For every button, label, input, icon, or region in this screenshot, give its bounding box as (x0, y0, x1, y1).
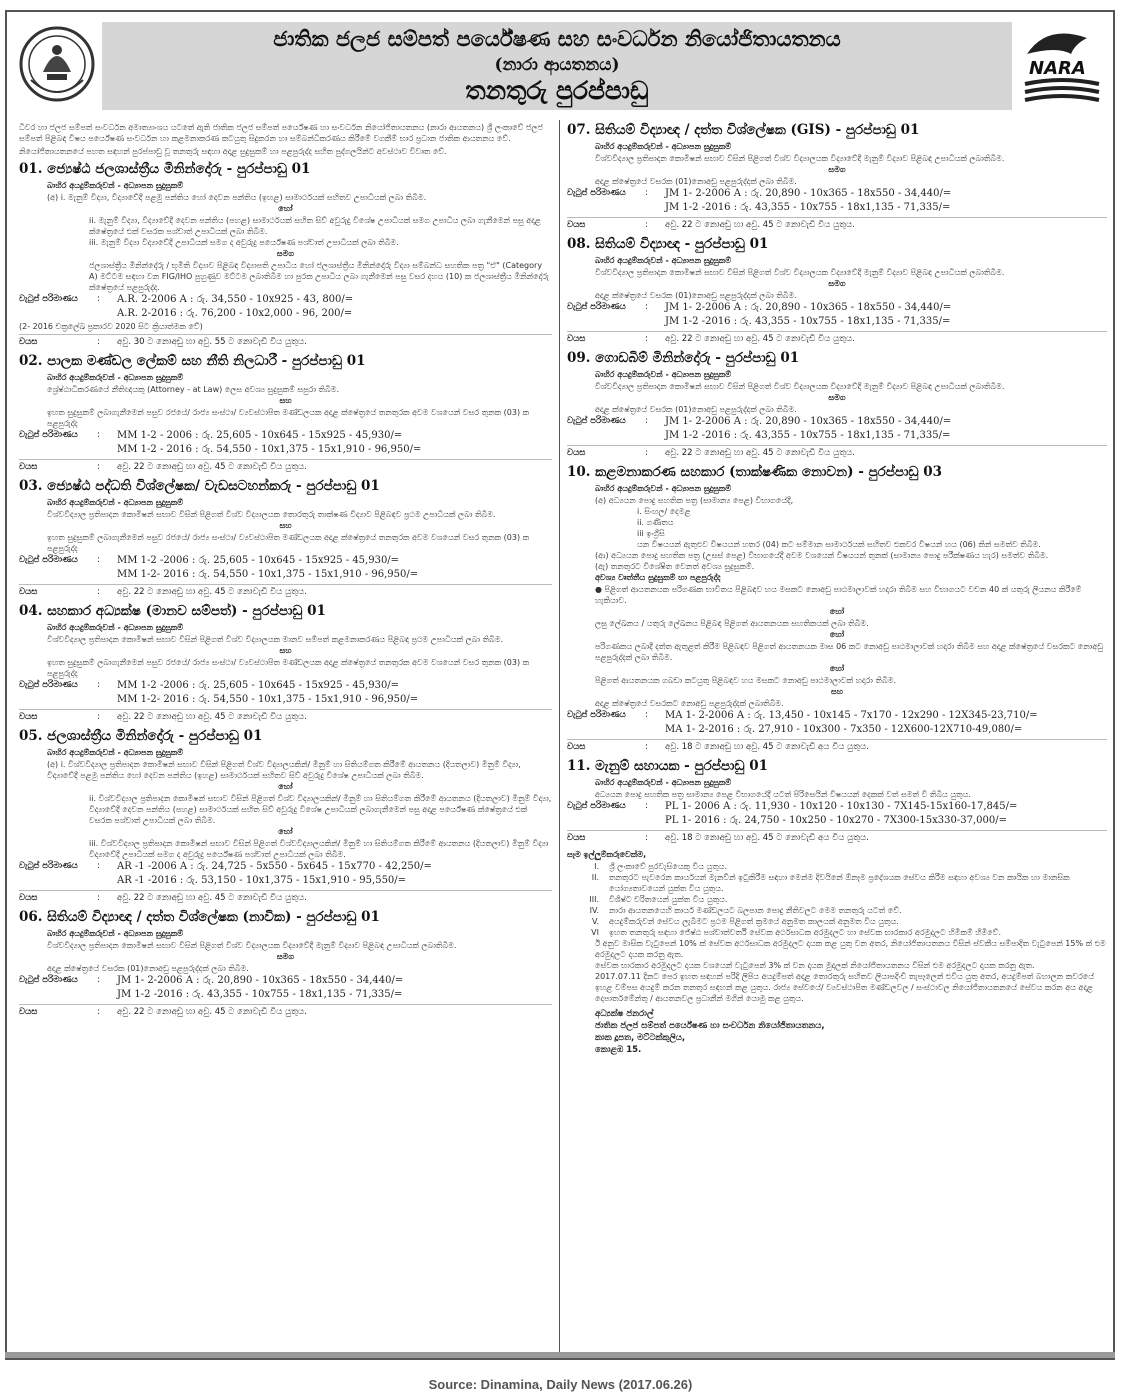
age-label: වයස (19, 337, 38, 347)
post-09-salary: වැටුප් පරිමාණය : JM 1- 2-2006 A : රු. 20,890 - 10x365 - 18x550 - 34,440/= JM 1-2 -2016 : රු. 43,355 - 10x755 - 18x1,135 - 71,335/= (567, 415, 1107, 443)
post-11-salary-2: PL 1- 2016 : රු. 24,750 - 10x250 - 10x270 - 7X300-15x330-37,000/= (665, 815, 1007, 826)
post-01-salary-2: A.R. 2-2016 : රු. 76,200 - 10x2,000 - 96, 200/= (117, 308, 353, 319)
post-10-subject-3: iii ඉංග්‍රීසි (637, 529, 665, 538)
post-08-exp: අදාළ ක්ෂේත්‍රයේ වසරක (01)නොඅඩු පළපුරුද්දක් ලබා තිබීම. (595, 291, 797, 300)
post-09-qual: විශ්වවිද්‍යාල ප්‍රතිපාදන කොමිෂන් සභාව විසින් පිළිගත් විශ්ව විද්‍යාලයක විද්‍යාවේදී මැනුම් විද්‍යාව පිළිබඳ උපාධියක් ලබාතිබීම. (595, 382, 1005, 391)
post-01-salary: වැටුප් පරිමාණය : A.R. 2-2006 A : රු. 34,550 - 10x925 - 43, 800/= A.R. 2-2016 : රු. 76,200 - 10x2,000 - 96, 200/= (19, 293, 552, 321)
general-condition-item (567, 872, 1107, 894)
general-condition-item (567, 916, 1107, 927)
right-column: 07. සිතියම් විද්‍යාඥ / දත්ත විශ්ලේෂක (GIS) - පුරප්පාඩු 01 බාහිර අයදුම්කරුවන් - අධ්‍යාපන සුදුසුකම් විශ්වවිද්‍යාල ප්‍රතිපාදන කොමිෂන් සභාව විසින් පිළිගත් විශ්ව විද්‍යාලයක විද්‍යාවේදී මැනුම් විද්‍යාව පිළිබඳ උපාධියක් ලබාතිබීම. සමග අදාළ ක්ෂේත්‍රයේ වසරක (01)නොඅඩු පළපුරුද්දක් ලබා තිබීම. වැටුප් පරිමාණය : JM 1- 2-2006 A : රු. 20,890 - 10x365 - 18x550 - 34,440/= JM 1-2 -2016 : රු. 43,355 - 10x755 - 18x1,135 - 71,335/= වයස : අවු. 22 ට නොඅඩු හා අවු. 45 ට නොවැඩි විය යුතුය. 08. සිතියම් විද්‍යාඥ - පුරප්පාඩු 01 බාහිර අයදුම්කරුවන් - අධ්‍යාපන සුදුසුකම් විශ්වවිද්‍යාල ප්‍රතිපාදන කොමිෂන් සභාව විසින් පිළිගත් විශ්ව විද්‍යාලයක විද්‍යාවේදී මැනුම් විද්‍යාව පිළිබඳ උපාධියක් ලබාතිබීම. සමග අදාළ ක්ෂේත්‍රයේ වසරක (01)නොඅඩු පළපුරුද්දක් ලබා තිබීම. වැටුප් පරිමාණය : JM 1- 2-2006 A : රු. 20,890 - 10x365 - 18x550 - 34,440/= JM 1-2 -2016 : රු. 43,355 - 10x755 - 18x1,135 - 71,335/= වයස : අවු. 22 ට නොඅඩු හා අවු. 45 ට නොවැඩි විය යුතුය. 09. ගොඩබිම් මිනින්දෝරු - පුරප්පාඩු 01 බාහිර අයදුම්කරුවන් - අධ්‍යාපන සුදුසුකම් විශ්වවිද්‍යාල ප්‍රතිපාදන කොමිෂන් සභාව විසින් පිළිගත් විශ්ව විද්‍යාලයක විද්‍යාවේදී මැනුම් විද්‍යාව පිළිබඳ උපාධියක් ලබාතිබීම. සමග අදාළ ක්ෂේත්‍රයේ වසරක (01)නොඅඩු පළපුරුද්දක් ලබා තිබීම. වැටුප් පරිමාණය : JM 1- 2-2006 A : රු. 20,890 - 10x365 - 18x550 - 34,440/= JM 1-2 -2016 : රු. 43,355 - 10x755 - 18x1,135 - 71,335/= වයස : අවු. 22 ට නොඅඩු හා අවු. 45 ට නොවැඩි විය යුතුය. 10. කළමනාකරණ සහකාර (තාක්ෂණික නොවන) - පුරප්පාඩු 03 බාහිර අයදුම්කරුවන් - අධ්‍යාපන සුදුසුකම් (අ) අධ්‍යයන පොදු සහතික පත්‍ර (සාමාන්‍ය පෙළ) විභාගයේදී, i. සිංහල/ දෙමළ ii. ගණිතය iii ඉංග්‍රීසි යන විෂයයන් ඇතුළුව විෂයයන් හතර (04) කට සම්මාන සාමාර්ථයක් සහිතව එකවර විෂයන් හය (06) කින් සමත්ව තිබීම. (ආ) අධ්‍යයන පොදු සහතික පත්‍ර (උසස් පෙළ) විභාගයේදී අවම වශයෙන් විෂයයන් තුනක් (සාමාන්‍ය පොදු පරීක්ෂණය හැර) සමත්ව තිබීම. (ඇ) තනතුරට විශේෂිත වෙනත් අවශ්‍ය සුදුසුකම්. අවශ්‍ය වෘත්තීය සුදුසුකම් හා පළපුරුද්ද ● පිළිගත් ආයතනයක පරිගණක භාවිතය පිළිබඳව හය මසකට නොඅඩු පාඨමාලාවක් හදාරා තිබීම සහ විභාගයට වචන 40 ක් යතුරු ලියනය කිරීමේ හැකියාව. හෝ ලඝු ලේඛනය / යතුරු ලේඛනය පිළිබඳ පිළිගත් ආයතනයක සහතිකයක් ලබා තිබීම. හෝ පරිගණකය ලබාදී දත්ත ඇතුළත් කිරීම පිළිබඳව පිළිගත් ආයතනයක මාස 06 කට නොඅඩු පාඨමාලාවක් හදාරා තිබීම සහ අදාළ ක්ෂේත්‍රයේ වසරකට නොඅඩු පළපුරුද්දක් ලබා තිබීම. හෝ පිළිගත් ආයතනයක ගබඩා කටයුතු පිළිබඳව හය මසකට නොඅඩු පාඨමාලාවක් හදාරා තිබීම. සහ අදාළ ක්ෂේත්‍රයේ වසරකට නොඅඩු පළපුරුද්දක් ලබාතිබීම. වැටුප් පරිමාණය : MA 1- 2-2006 A : රු. 13,450 - 10x145 - 7x170 - 12x290 - 12X345-23,710/= MA 1- 2-2016 : රු. 27,910 - 10x300 - 7x350 - 12X600-12X710-49,080/= වයස : අවු. 18 ට නොඅඩු හා අවු. 45 ට නොවැඩි අය විය යුතුය. 11. මැනුම් සහායක - පුරප්පාඩු 01 බාහිර අයදුම්කරුවන් - අධ්‍යාපන සුදුසුකම් අධ්‍යයන පොදු සහතික පත්‍ර සාමාන්‍ය පෙළ විභාගයේදී යටත් පිරිසෙයින් විෂයයන් දෙකක් වත් සමත් වී තිබිය යුතුය. වැටුප් පරිමාණය : PL 1- 2006 A : රු. 11,930 - 10x120 - 10x130 - 7X145-15x160-17,845/= PL 1- 2016 : රු. 24,750 - 10x250 - 10x270 - 7X300-15x330-37,000/= වයස : අවු. 18 ට නොඅඩු හා අවු. 45 ට නොවැඩි අය විය යුතුය. සෑම ඉල්ලුම්කරුවෙක්ම, I. ශ්‍රී ලංකාවේ පුරවැසියෙකු විය යුතුය. II. තනතුරට පැවරෙන කාර්යයන් මැනවින් ඉටුකිරීම සඳහා මෙන්ම දිවයිනේ ඕනෑම ප්‍රදේශයක සේවය කිරීම සඳහා අවශ්‍ය වන කායික හා මානසික යෝග්‍යතාවයෙන් යුක්ත විය යුතුය. III. විශිෂ්ට චරිතයෙන් යුක්ත විය යුතුය. IV. නාරා ආයතනයෙහි කාර්ය මණ්ඩලයට බලපාන පොදු නීතිවලට මෙම තනතුරු යටත් වේ. V. අයදුම්කරුවන් සේවය ලැබීමට ප්‍රථම පිළිගත් ක්‍රමයේ අනුමත කාලයක් අනුමත විය යුතුය. VI ඉහත තනතුරු සඳහා ජේෂ්ඨ පශ්චාත්වර්ති සේවක අර්ථසාධක අරමුදලට හා සේවක භාරකාර අරමුදලට හිමිකම් හිමිවේ. ඊ අනුව මාසික වැටුපෙන් 10% ක් සේවක අර්ථසාධක අරමුදලට දායක කළ යුතු වන අතර, නියෝජිතායතනය විසින් ස්වකීය සම්පාදිත වැටුපෙන් 15% ක් එම අරමුදලට දායක කරනු ඇත. සේවක භාරකාර අරමුදලට දායක වශයෙන් වැටුපෙන් 3% ක් වන දායක මුදලක් නියෝජිතායතනය විසින් එම අරමුදලට දායක කරනු ඇත. 2017.07.11 දිනට පෙර ඉහත සඳහන් පරිදි ලිපිය අයදුම්පත් අදාළ තොරතුරු සහිතව ලියාපදිංචි තැපෑලෙන් එවිය යුතු අතර, අයදුම්පත් බහාලන කවරයේ ඉහළ වම්පස අයදුම් කරන තනතුර සඳහන් කළ යුතුය. රාජ්‍ය සේවයේ/ ව්‍යවස්ථාපිත මණ්ඩලවල / සංස්ථාවල නියෝජිතායතනයේ සේවය කරන අය අදාළ දෙපාර්තමේන්තු / ආයතනවල ප්‍රධානීන් මගින් යොමු කළ යුතුය. අධ්‍යක්ෂ ජනරාල් ජාතික ජලජ සම්පත් පර්යේෂණ හා සංවර්ධන නියෝජිතායතනය, කාක දූපත, මට්ටක්කුලිය, කොළඹ 15. (567, 122, 1106, 1055)
footer-bar (5, 1352, 1115, 1358)
post-11-age-value: අවු. 18 ට නොඅඩු හා අවු. 45 ට නොවැඩි අය විය යුතුය. (665, 833, 869, 843)
post-08-qual: විශ්වවිද්‍යාල ප්‍රතිපාදන කොමිෂන් සභාව විසින් පිළිගත් විශ්ව විද්‍යාලයක විද්‍යාවේදී මැනුම් විද්‍යාව පිළිබඳ උපාධියක් ලබාතිබීම. (595, 268, 1005, 277)
post-10-note-2: පරිගණකය ලබාදී දත්ත ඇතුළත් කිරීම පිළිබඳව පිළිගත් ආයතනයක මාස 06 කට නොඅඩු පාඨමාලාවක් හදාරා තිබීම සහ අදාළ ක්ෂේත්‍රයේ වසරකට නොඅඩු පළපුරුද්දක් ලබා තිබීම. (595, 642, 1104, 662)
post-02-qual-label: බාහිර අයදුම්කරුවන් - අධ්‍යාපන සුදුසුකම් (47, 373, 184, 382)
general-condition-item (567, 894, 1107, 905)
post-05-salary-1: AR -1 -2006 A : රු. 24,725 - 5x550 - 5x645 - 15x770 - 42,250/= (117, 861, 432, 872)
post-06-title: 06. සිතියම් විද්‍යාඥ / දත්ත විශ්ලේෂක (නාවික) - පුරප්පාඩු 01 (19, 909, 380, 925)
general-condition-text: විශිෂ්ට චරිතයෙන් යුක්ත විය යුතුය. (609, 895, 728, 904)
general-para-2: සේවක භාරකාර අරමුදලට දායක වශයෙන් වැටුපෙන් 3% ක් වන දායක මුදලක් නියෝජිතායතනය විසින් එම අරමුදලට දායක කරනු ඇත. (595, 961, 1035, 970)
general-para-1: ඊ අනුව මාසික වැටුපෙන් 10% ක් සේවක අර්ථසාධක අරමුදලට දායක කළ යුතු වන අතර, නියෝජිතායතනය විසින් ස්වකීය සම්පාදිත වැටුපෙන් 15% ක් එම අරමුදලට දායක කරනු ඇත. (595, 939, 1106, 959)
post-05-title: 05. ජලශාස්ත්‍රීය මිනින්දෝරු - පුරප්පාඩු 01 (19, 728, 263, 744)
post-08-salary: වැටුප් පරිමාණය : JM 1- 2-2006 A : රු. 20,890 - 10x365 - 18x550 - 34,440/= JM 1-2 -2016 : රු. 43,355 - 10x755 - 18x1,135 - 71,335/= (567, 301, 1107, 329)
vacancies-heading: තනතුරු පුරප්පාඩු (465, 76, 649, 105)
post-10-note-3: පිළිගත් ආයතනයක ගබඩා කටයුතු පිළිබඳව හය මසකට නොඅඩු පාඨමාලාවක් හදාරා තිබීම. (595, 676, 896, 685)
general-condition-item (567, 905, 1107, 916)
or-label: හෝ (278, 204, 293, 213)
post-05-salary: වැටුප් පරිමාණය : AR -1 -2006 A : රු. 24,725 - 5x550 - 5x645 - 15x770 - 42,250/= AR -1 -2016 : රු. 53,150 - 10x1,375 - 15x1,910 - 95,550/= (19, 860, 552, 888)
post-08-title: 08. සිතියම් විද්‍යාඥ - පුරප්පාඩු 01 (567, 236, 769, 252)
post-07-age: වයස : අවු. 22 ට නොඅඩු හා අවු. 45 ට නොවැඩි විය යුතුය. (567, 217, 1107, 232)
post-04-salary-1: MM 1-2 -2006 : රු. 25,605 - 10x645 - 15x925 - 45,930/= (117, 680, 400, 691)
general-condition-item (567, 927, 1107, 938)
intro-text: ධීවර හා ජලජ සම්පත් සංවර්ධන අමාත්‍යාංශය යටතේ ඇති ජාතික ජලජ සම්පත් පර්යේෂණ හා සංවර්ධන නියෝජිතායතනය (නාරා ආයතනය) ශ්‍රී ලංකාවේ ජලජ සම්පත් පිළිබඳ විෂය පර්යේෂණ සංවර්ධන හා කළමනාකරණ කටයුතු සිදුකරන හා සම්බන්ධීකරණය කිරීමේ වගකීම් භාර ප්‍රධාන ජාතික ආයතනය වේ. (19, 123, 543, 143)
post-01-note: ජලශාස්ත්‍රීය මිනින්දෝරු / භූමිති විද්‍යාව පිළිබඳ විද්‍යාපති උපාධිය හෝ ජලශාස්ත්‍රීය මිනින්දෝරු විද්‍යා සම්බන්ධ සහතික පත්‍ර "ඒ" (Category A) මට්ටම සඳහා වන FIG/IHO පුහුණුව මට්ටම ලබාතිබීම හා පුරක උපාධිය ලබා ගැනීමෙන් පසු වසර දහය (10) ක ජලශාස්ත්‍රීය මිනින්දෝරු ක්ෂේත්‍රයේ පළපුරුද්ද. (89, 261, 549, 292)
post-08-age: වයස : අවු. 22 ට නොඅඩු හා අවු. 45 ට නොවැඩි විය යුතුය. (567, 331, 1107, 346)
post-02-qual: ශ්‍රේෂ්ඨාධිකරණයේ නීතිඥයකු (Attorney - at Law) ලෙස අවශ්‍ය සුදුසුකම් සපුරා තිබීම. (47, 385, 340, 394)
post-08-salary-2: JM 1-2 -2016 : රු. 43,355 - 10x755 - 18x1,135 - 71,335/= (665, 316, 951, 327)
post-01-qual-b: ii. මැනුම් විද්‍යා, විද්‍යාවේදී දෙවන පන්තිය (පහළ) සාමාර්ථයක් සහිත සිව් අවුරුදු විශේෂ උපාධියක් සමග උපාධිය ලබා ගැනීමෙන් පසු අදාළ ක්ෂේත්‍රයේ එක් වසරක පශ්චාත් උපාධියක් ලබා තිබීම. (89, 216, 541, 236)
post-06-qual: විශ්වවිද්‍යාල ප්‍රතිපාදන කොමිෂන් සභාව විසින් පිළිගත් විශ්ව විද්‍යාලයක විද්‍යාවේදී මැනුම් විද්‍යාව පිළිබඳ උපාධියක් ලබාතිබීම. (47, 941, 457, 950)
post-03-age: වයස : අවු. 22 ට නොඅඩු හා අවු. 45 ට නොවැඩි විය යුතුය. (19, 584, 552, 599)
post-02-salary-1: MM 1-2 - 2006 : රු. 25,605 - 10x645 - 15x925 - 45,930/= (117, 430, 403, 441)
sri-lanka-emblem-icon (17, 20, 97, 108)
post-06-exp: අදාළ ක්ෂේත්‍රයේ වසරක (01)නොඅඩු පළපුරුද්දක් ලබා තිබීම. (47, 964, 249, 973)
general-condition-number: I. (594, 862, 599, 871)
post-08-age-value: අවු. 22 ට නොඅඩු හා අවු. 45 ට නොවැඩි විය යුතුය. (665, 334, 855, 344)
post-07-age-value: අවු. 22 ට නොඅඩු හා අවු. 45 ට නොවැඩි විය යුතුය. (665, 220, 855, 230)
column-divider (559, 120, 560, 1358)
post-09-salary-1: JM 1- 2-2006 A : රු. 20,890 - 10x365 - 18x550 - 34,440/= (665, 416, 952, 427)
post-03-exp: ඉහත සුදුසුකම් ලබාගැනීමෙන් පසුව රජයේ/ රාජ්‍ය සංස්ථා/ ව්‍යවස්ථාපිත මණ්ඩලයක අදාළ ක්ෂේත්‍රයේ තනතුරක අවම වශයෙන් වසර තුනක (03) ක පළපුරුද්ද (47, 533, 530, 553)
post-10-note-4: අදාළ ක්ෂේත්‍රයේ වසරකට නොඅඩු පළපුරුද්දක් ලබාතිබීම. (595, 699, 784, 708)
post-07-salary: වැටුප් පරිමාණය : JM 1- 2-2006 A : රු. 20,890 - 10x365 - 18x550 - 34,440/= JM 1-2 -2016 : රු. 43,355 - 10x755 - 18x1,135 - 71,335/= (567, 187, 1107, 215)
post-07-title: 07. සිතියම් විද්‍යාඥ / දත්ත විශ්ලේෂක (GIS) - පුරප්පාඩු 01 (567, 122, 920, 138)
post-01-qual-c: iii. මැනුම් විද්‍යා විද්‍යාවේදී උපාධියක් සමග ද අවුරුදු පර්යේෂණ පශ්චාත් උපාධියක් ලබා තිබීම. (89, 238, 399, 247)
post-01-qual-a: (අ) i. මැනුම් විද්‍යා, විද්‍යාවේදී පළමු පන්තිය හෝ දෙවන පන්තිය (ඉහළ) සාමාර්ථයක් සහිතව උපාධියක් ලබා තිබීම. (47, 193, 427, 202)
signature-address-2: කොළඹ 15. (595, 1045, 642, 1055)
header (7, 12, 1113, 112)
post-03-qual: විශ්වවිද්‍යාල ප්‍රතිපාදන කොමිෂන් සභාව විසින් පිළිගත් විශ්ව විද්‍යාලයක තොරතුරු තාක්ෂණ විද්‍යාව පිළිබඳව ප්‍රථම උපාධියක් ලබා තිබීම. (47, 510, 496, 519)
post-11-qual: අධ්‍යයන පොදු සහතික පත්‍ර සාමාන්‍ය පෙළ විභාගයේදී යටත් පිරිසෙයින් විෂයයන් දෙකක් වත් සමත් වී තිබිය යුතුය. (595, 790, 971, 799)
post-06-salary-1: JM 1- 2-2006 A : රු. 20,890 - 10x365 - 18x550 - 34,440/= (117, 975, 404, 986)
post-07-salary-2: JM 1-2 -2016 : රු. 43,355 - 10x755 - 18x1,135 - 71,335/= (665, 202, 951, 213)
post-09-age-value: අවු. 22 ට නොඅඩු හා අවු. 45 ට නොවැඩි විය යුතුය. (665, 448, 855, 458)
post-01-salary-note: (2- 2016 චක්‍රලේඛ ප්‍රකාරව 2020 සිට ක්‍රියාත්මක වේ) (19, 322, 203, 331)
post-07-exp: අදාළ ක්ෂේත්‍රයේ වසරක (01)නොඅඩු පළපුරුද්දක් ලබා තිබීම. (595, 177, 797, 186)
general-condition-text: නාරා ආයතනයෙහි කාර්ය මණ්ඩලයට බලපාන පොදු නීතිවලට මෙම තනතුරු යටත් වේ. (609, 906, 902, 915)
post-04-salary-2: MM 1-2- 2016 : රු. 54,550 - 10x1,375 - 15x1,910 - 96,950/= (117, 694, 419, 705)
post-05-age-value: අවු. 22 ට නොඅඩු හා අවු. 45 ට නොවැඩි විය යුතුය. (117, 893, 307, 903)
general-condition-number: III. (589, 895, 599, 904)
general-condition-text: තනතුරට පැවරෙන කාර්යයන් මැනවින් ඉටුකිරීම සඳහා මෙන්ම දිවයිනේ ඕනෑම ප්‍රදේශයක සේවය කිරීම සඳහා අවශ්‍ය වන කායික හා මානසික යෝග්‍යතාවයෙන් යුක්ත විය යුතුය. (609, 873, 1070, 893)
post-06-salary-2: JM 1-2 -2016 : රු. 43,355 - 10x755 - 18x1,135 - 71,335/= (117, 989, 403, 1000)
post-10-note-1: ලඝු ලේඛනය / යතුරු ලේඛනය පිළිබඳ පිළිගත් ආයතනයක සහතිකයක් ලබා තිබීම. (595, 619, 869, 628)
left-column: ධීවර හා ජලජ සම්පත් සංවර්ධන අමාත්‍යාංශය යටතේ ඇති ජාතික ජලජ සම්පත් පර්යේෂණ හා සංවර්ධන නියෝජිතායතනය (නාරා ආයතනය) ශ්‍රී ලංකාවේ ජලජ සම්පත් පිළිබඳ විෂය පර්යේෂණ සංවර්ධන හා කළමනාකරණ කටයුතු සිදුකරන හා සම්බන්ධීකරණය කිරීමේ වගකීම් භාර ප්‍රධාන ජාතික ආයතනය වේ. නියෝජිතායතනයේ පහත සඳහන් පුරප්පාඩු වූ තනතුරු සඳහා අදාළ සුදුසුකම් හා පළපුරුද්ද සහිත පුද්ගලයින්ට අවස්ථාව විවෘත වේ. 01. ජ්‍යෙෂ්ඨ ජලශාස්ත්‍රීය මිනින්දෝරු - පුරප්පාඩු 01 බාහිර අයදුම්කරුවන් - අධ්‍යාපන සුදුසුකම් (අ) i. මැනුම් විද්‍යා, විද්‍යාවේදී පළමු පන්තිය හෝ දෙවන පන්තිය (ඉහළ) සාමාර්ථයක් සහිතව උපාධියක් ලබා තිබීම. හෝ ii. මැනුම් විද්‍යා, විද්‍යාවේදී දෙවන පන්තිය (පහළ) සාමාර්ථයක් සහිත සිව් අවුරුදු විශේෂ උපාධියක් සමග උපාධිය ලබා ගැනීමෙන් පසු අදාළ ක්ෂේත්‍රයේ එක් වසරක පශ්චාත් උපාධියක් ලබා තිබීම. iii. මැනුම් විද්‍යා විද්‍යාවේදී උපාධියක් සමග ද අවුරුදු පර්යේෂණ පශ්චාත් උපාධියක් ලබා තිබීම. සමග ජලශාස්ත්‍රීය මිනින්දෝරු / භූමිති විද්‍යාව පිළිබඳ විද්‍යාපති උපාධිය හෝ ජලශාස්ත්‍රීය මිනින්දෝරු විද්‍යා සම්බන්ධ සහතික පත්‍ර "ඒ" (Category A) මට්ටම සඳහා වන FIG/IHO පුහුණුව මට්ටම ලබාතිබීම හා පුරක උපාධිය ලබා ගැනීමෙන් පසු වසර දහය (10) ක ජලශාස්ත්‍රීය මිනින්දෝරු ක්ෂේත්‍රයේ පළපුරුද්ද. වැටුප් පරිමාණය : A.R. 2-2006 A : රු. 34,550 - 10x925 - 43, 800/= A.R. 2-2016 : රු. 76,200 - 10x2,000 - 96, 200/= (2- 2016 චක්‍රලේඛ ප්‍රකාරව 2020 සිට ක්‍රියාත්මක වේ) වයස : අවු. 30 ට නොඅඩු හා අවු. 55 ට නොවැඩි විය යුතුය. 02. පාලක මණ්ඩල ලේකම් සහ නීති නිලධාරී - පුරප්පාඩු 01 බාහිර අයදුම්කරුවන් - අධ්‍යාපන සුදුසුකම් ශ්‍රේෂ්ඨාධිකරණයේ නීතිඥයකු (Attorney - at Law) ලෙස අවශ්‍ය සුදුසුකම් සපුරා තිබීම. සහ ඉහත සුදුසුකම් ලබාගැනීමෙන් පසුව රජයේ/ රාජ්‍ය සංස්ථා/ ව්‍යවස්ථාපිත මණ්ඩලයක අදාළ ක්ෂේත්‍රයේ තනතුරක අවම වශයෙන් වසර තුනක (03) ක පළපුරුද්ද වැටුප් පරිමාණය : MM 1-2 - 2006 : රු. 25,605 - 10x645 - 15x925 - 45,930/= MM 1-2 - 2016 : රු. 54,550 - 10x1,375 - 15x1,910 - 96,950/= වයස : අවු. 22 ට නොඅඩු හා අවු. 45 ට නොවැඩි විය යුතුය. 03. ජ්‍යෙෂ්ඨ පද්ධති විශ්ලේෂක/ වැඩසටහන්කරු - පුරප්පාඩු 01 බාහිර අයදුම්කරුවන් - අධ්‍යාපන සුදුසුකම් විශ්වවිද්‍යාල ප්‍රතිපාදන කොමිෂන් සභාව විසින් පිළිගත් විශ්ව විද්‍යාලයක තොරතුරු තාක්ෂණ විද්‍යාව පිළිබඳව ප්‍රථම උපාධියක් ලබා තිබීම. සහ ඉහත සුදුසුකම් ලබාගැනීමෙන් පසුව රජයේ/ රාජ්‍ය සංස්ථා/ ව්‍යවස්ථාපිත මණ්ඩලයක අදාළ ක්ෂේත්‍රයේ තනතුරක අවම වශයෙන් වසර තුනක (03) ක පළපුරුද්ද වැටුප් පරිමාණය : MM 1-2 -2006 : රු. 25,605 - 10x645 - 15x925 - 45,930/= MM 1-2- 2016 : රු. 54,550 - 10x1,375 - 15x1,910 - 96,950/= වයස : අවු. 22 ට නොඅඩු හා අවු. 45 ට නොවැඩි විය යුතුය. 04. සහකාර අධ්‍යක්ෂ (මානව සම්පත්) - පුරප්පාඩු 01 බාහිර අයදුම්කරුවන් - අධ්‍යාපන සුදුසුකම් විශ්වවිද්‍යාල ප්‍රතිපාදන කොමිෂන් සභාව විසින් පිළිගත් විශ්ව විද්‍යාලයක මානව සම්පත් කළමනාකරණය පිළිබඳ ප්‍රථම උපාධියක් ලබා තිබීම. සහ ඉහත සුදුසුකම් ලබාගැනීමෙන් පසුව රජයේ/ රාජ්‍ය සංස්ථා/ ව්‍යවස්ථාපිත මණ්ඩලයක අදාළ ක්ෂේත්‍රයේ තනතුරක අවම වශයෙන් වසර තුනක (03) ක පළපුරුද්ද වැටුප් පරිමාණය : MM 1-2 -2006 : රු. 25,605 - 10x645 - 15x925 - 45,930/= MM 1-2- 2016 : රු. 54,550 - 10x1,375 - 15x1,910 - 96,950/= වයස : අවු. 22 ට නොඅඩු හා අවු. 45 ට නොවැඩි විය යුතුය. 05. ජලශාස්ත්‍රීය මිනින්දෝරු - පුරප්පාඩු 01 බාහිර අයදුම්කරුවන් - අධ්‍යාපන සුදුසුකම් (අ) i. විශ්වවිද්‍යාල ප්‍රතිපාදන කොමිෂන් සභාව විසින් පිළිගත් විශ්ව විද්‍යාලයකින්/ මිනුම් හා සිතියම්ගත කිරීමේ ආයතනය (දියතලාව) මිනුම් විද්‍යා, විද්‍යාවේදී පළමු පන්තිය හෝ දෙවන පන්තිය (ඉහළ) සාමාර්ථයක් සහිතව සිව් අවුරුදු විශේෂ උපාධියක් ලබා තිබීම. හෝ ii. විශ්වවිද්‍යාල ප්‍රතිපාදන කොමිෂන් සභාව විසින් පිළිගත් විශ්ව විද්‍යාලයකින්/ මිනුම් හා සිතියම්ගත කිරීමේ ආයතනය (දියතලාව) මිනුම් විද්‍යා, විද්‍යාවේදී දෙවන පන්තිය (පහළ) සාමාර්ථයක් සහිත සිව් අවුරුදු විශේෂ උපාධියක් ලබාගැනීමෙන් පසු අදාළ පර්යේෂණ ක්ෂේත්‍රයේ එක් වසරක පශ්චාත් උපාධියක් ලබා තිබීම. හෝ iii. විශ්වවිද්‍යාල ප්‍රතිපාදන කොමිෂන් සභාව විසින් පිළිගත් විශ්වවිද්‍යාලයකින්/ මිනුම් හා සිතියම්ගත කිරීමේ ආයතනය (දියතලාව) මිනුම් විද්‍යා විද්‍යාවේදී උපාධියක් සමග ද අවුරුදු පර්යේෂණ පශ්චාත් උපාධියක් ලබා තිබීම. වැටුප් පරිමාණය : AR -1 -2006 A : රු. 24,725 - 5x550 - 5x645 - 15x770 - 42,250/= AR -1 -2016 : රු. 53,150 - 10x1,375 - 15x1,910 - 95,550/= වයස : අවු. 22 ට නොඅඩු හා අවු. 45 ට නොවැඩි විය යුතුය. 06. සිතියම් විද්‍යාඥ / දත්ත විශ්ලේෂක (නාවික) - පුරප්පාඩු 01 බාහිර අයදුම්කරුවන් - අධ්‍යාපන සුදුසුකම් විශ්වවිද්‍යාල ප්‍රතිපාදන කොමිෂන් සභාව විසින් පිළිගත් විශ්ව විද්‍යාලයක විද්‍යාවේදී මැනුම් විද්‍යාව පිළිබඳ උපාධියක් ලබාතිබීම. සමග අදාළ ක්ෂේත්‍රයේ වසරක (01)නොඅඩු පළපුරුද්දක් ලබා තිබීම. වැටුප් පරිමාණය : JM 1- 2-2006 A : රු. 20,890 - 10x365 - 18x550 - 34,440/= JM 1-2 -2016 : රු. 43,355 - 10x755 - 18x1,135 - 71,335/= වයස : අවු. 22 ට නොඅඩු හා අවු. 45 ට නොවැඩි විය යුතුය. (19, 123, 552, 1017)
general-condition-number: VI (591, 928, 599, 937)
post-10-subject-2: ii. ගණිතය (637, 518, 674, 527)
salary-label: වැටුප් පරිමාණය (19, 294, 78, 304)
post-04-salary: වැටුප් පරිමාණය : MM 1-2 -2006 : රු. 25,605 - 10x645 - 15x925 - 45,930/= MM 1-2- 2016 : රු. 54,550 - 10x1,375 - 15x1,910 - 96,950/= (19, 679, 552, 707)
post-11-age: වයස : අවු. 18 ට නොඅඩු හා අවු. 45 ට නොවැඩි අය විය යුතුය. (567, 830, 1107, 845)
general-condition-number: II. (591, 873, 599, 882)
post-10-qual-c: (ඇ) තනතුරට විශේෂිත වෙනත් අවශ්‍ය සුදුසුකම්. (595, 562, 755, 571)
post-02-salary-2: MM 1-2 - 2016 : රු. 54,550 - 10x1,375 - 15x1,910 - 96,950/= (117, 444, 422, 455)
post-02-title: 02. පාලක මණ්ඩල ලේකම් සහ නීති නිලධාරී - පුරප්පාඩු 01 (19, 353, 366, 369)
post-10-qual-b: (ආ) අධ්‍යයන පොදු සහතික පත්‍ර (උසස් පෙළ) විභාගයේදී අවම වශයෙන් විෂයයන් තුනක් (සාමාන්‍ය පොදු පරීක්ෂණය හැර) සමත්ව තිබීම. (595, 551, 1049, 560)
post-10-salary-1: MA 1- 2-2006 A : රු. 13,450 - 10x145 - 7x170 - 12x290 - 12X345-23,710/= (665, 710, 1038, 721)
post-04-exp: ඉහත සුදුසුකම් ලබාගැනීමෙන් පසුව රජයේ/ රාජ්‍ය සංස්ථා/ ව්‍යවස්ථාපිත මණ්ඩලයක අදාළ ක්ෂේත්‍රයේ තනතුරක අවම වශයෙන් වසර තුනක (03) ක පළපුරුද්ද (47, 658, 530, 678)
post-03-salary: වැටුප් පරිමාණය : MM 1-2 -2006 : රු. 25,605 - 10x645 - 15x925 - 45,930/= MM 1-2- 2016 : රු. 54,550 - 10x1,375 - 15x1,910 - 96,950/= (19, 554, 552, 582)
signature-title: අධ්‍යක්ෂ ජනරාල් (595, 1009, 654, 1019)
post-10-age: වයස : අවු. 18 ට නොඅඩු හා අවු. 45 ට නොවැඩි අය විය යුතුය. (567, 739, 1107, 754)
post-10-subject-note: යන විෂයයන් ඇතුළුව විෂයයන් හතර (04) කට සම්මාන සාමාර්ථයක් සහිතව එකවර විෂයන් හය (06) කින් සමත්ව තිබීම. (637, 540, 1041, 549)
post-07-qual: විශ්වවිද්‍යාල ප්‍රතිපාදන කොමිෂන් සභාව විසින් පිළිගත් විශ්ව විද්‍යාලයක විද්‍යාවේදී මැනුම් විද්‍යාව පිළිබඳ උපාධියක් ලබාතිබීම. (595, 154, 1005, 163)
post-10-salary: වැටුප් පරිමාණය : MA 1- 2-2006 A : රු. 13,450 - 10x145 - 7x170 - 12x290 - 12X345-23,710/= MA 1- 2-2016 : රු. 27,910 - 10x300 - 7x350 - 12X600-12X710-49,080/= (567, 709, 1107, 737)
post-11-title: 11. මැනුම් සහායක - පුරප්පාඩු 01 (567, 758, 768, 774)
general-condition-text: ඉහත තනතුරු සඳහා ජේෂ්ඨ පශ්චාත්වර්ති සේවක අර්ථසාධක අරමුදලට හා සේවක භාරකාර අරමුදලට හිමිකම් හිමිවේ. (609, 928, 1002, 937)
general-condition-text: ශ්‍රී ලංකාවේ පුරවැසියෙකු විය යුතුය. (609, 862, 728, 871)
post-05-salary-2: AR -1 -2016 : රු. 53,150 - 10x1,375 - 15x1,910 - 95,550/= (117, 875, 407, 886)
org-title: ජාතික ජලජ සම්පත් පර්යේෂණ සහ සංවර්ධන නියෝජිතායතනය (273, 26, 841, 51)
post-10-title: 10. කළමනාකරණ සහකාර (තාක්ෂණික නොවන) - පුරප්පාඩු 03 (567, 464, 942, 480)
intro-text-2: නියෝජිතායතනයේ පහත සඳහන් පුරප්පාඩු වූ තනතුරු සඳහා අදාළ සුදුසුකම් හා පළපුරුද්ද සහිත පුද්ගලයින්ට අවස්ථාව විවෘත වේ. (19, 147, 447, 156)
post-06-salary: වැටුප් පරිමාණය : JM 1- 2-2006 A : රු. 20,890 - 10x365 - 18x550 - 34,440/= JM 1-2 -2016 : රු. 43,355 - 10x755 - 18x1,135 - 71,335/= (19, 974, 552, 1002)
post-06-age-value: අවු. 22 ට නොඅඩු හා අවු. 45 ට නොවැඩි විය යුතුය. (117, 1007, 307, 1017)
post-05-qual-c: iii. විශ්වවිද්‍යාල ප්‍රතිපාදන කොමිෂන් සභාව විසින් පිළිගත් විශ්වවිද්‍යාලයකින්/ මිනුම් හා සිතියම්ගත කිරීමේ ආයතනය (දියතලාව) මිනුම් විද්‍යා විද්‍යාවේදී උපාධියක් සමග ද අවුරුදු පර්යේෂණ පශ්චාත් උපාධියක් ලබා තිබීම. (89, 839, 549, 859)
post-06-age: වයස : අවු. 22 ට නොඅඩු හා අවු. 45 ට නොවැඩි විය යුතුය. (19, 1004, 552, 1019)
post-01-age: වයස : අවු. 30 ට නොඅඩු හා අවු. 55 ට නොවැඩි විය යුතුය. (19, 334, 552, 349)
post-11-salary-1: PL 1- 2006 A : රු. 11,930 - 10x120 - 10x130 - 7X145-15x160-17,845/= (665, 801, 1018, 812)
post-04-qual: විශ්වවිද්‍යාල ප්‍රතිපාදන කොමිෂන් සභාව විසින් පිළිගත් විශ්ව විද්‍යාලයක මානව සම්පත් කළමනාකරණය පිළිබඳ ප්‍රථම උපාධියක් ලබා තිබීම. (47, 635, 504, 644)
post-09-title: 09. ගොඩබිම් මිනින්දෝරු - පුරප්පාඩු 01 (567, 350, 800, 366)
post-03-title: 03. ජ්‍යෙෂ්ඨ පද්ධති විශ්ලේෂක/ වැඩසටහන්කරු - පුරප්පාඩු 01 (19, 478, 380, 494)
general-para-3: 2017.07.11 දිනට පෙර ඉහත සඳහන් පරිදි ලිපිය අයදුම්පත් අදාළ තොරතුරු සහිතව ලියාපදිංචි තැපෑලෙන් එවිය යුතු අතර, අයදුම්පත් බහාලන කවරයේ ඉහළ වම්පස අයදුම් කරන තනතුර සඳහන් කළ යුතුය. රාජ්‍ය සේවයේ/ ව්‍යවස්ථාපිත මණ්ඩලවල / සංස්ථාවල නියෝජිතායතනයේ සේවය කරන අය අදාළ දෙපාර්තමේන්තු / ආයතනවල ප්‍රධානීන් මගින් යොමු කළ යුතුය. (595, 972, 1094, 1003)
post-02-age: වයස : අවු. 22 ට නොඅඩු හා අවු. 45 ට නොවැඩි විය යුතුය. (19, 459, 552, 474)
post-10-bullet: ● පිළිගත් ආයතනයක පරිගණක භාවිතය පිළිබඳව හය මසකට නොඅඩු පාඨමාලාවක් හදාරා තිබීම සහ විභාගයට වචන 40 ක් යතුරු ලියනය කිරීමේ හැකියාව. (595, 585, 1082, 605)
general-conditions-list (567, 861, 1107, 938)
post-04-age-value: අවු. 22 ට නොඅඩු හා අවු. 45 ට නොවැඩි විය යුතුය. (117, 712, 307, 722)
post-10-age-value: අවු. 18 ට නොඅඩු හා අවු. 45 ට නොවැඩි අය විය යුතුය. (665, 742, 869, 752)
svg-text:NARA: NARA (1029, 58, 1086, 79)
general-condition-number: V. (592, 917, 599, 926)
general-condition-number: IV. (589, 906, 599, 915)
source-caption: Source: Dinamina, Daily News (2017.06.26) (428, 1377, 693, 1392)
post-03-age-value: අවු. 22 ට නොඅඩු හා අවු. 45 ට නොවැඩි විය යුතුය. (117, 587, 307, 597)
post-04-age: වයස : අවු. 22 ට නොඅඩු හා අවු. 45 ට නොවැඩි විය යුතුය. (19, 709, 552, 724)
post-10-qual-a: (අ) අධ්‍යයන පොදු සහතික පත්‍ර (සාමාන්‍ය පෙළ) විභාගයේදී, (595, 496, 794, 505)
post-11-salary: වැටුප් පරිමාණය : PL 1- 2006 A : රු. 11,930 - 10x120 - 10x130 - 7X145-15x160-17,845/= PL 1- 2016 : රු. 24,750 - 10x250 - 10x270 - 7X300-15x330-37,000/= (567, 800, 1107, 828)
post-03-salary-2: MM 1-2- 2016 : රු. 54,550 - 10x1,375 - 15x1,910 - 96,950/= (117, 569, 419, 580)
post-02-age-value: අවු. 22 ට නොඅඩු හා අවු. 45 ට නොවැඩි විය යුතුය. (117, 462, 307, 472)
nara-logo-icon (1017, 24, 1107, 108)
post-10-prof-head: අවශ්‍ය වෘත්තීය සුදුසුකම් හා පළපුරුද්ද (595, 573, 721, 582)
general-head: සෑම ඉල්ලුම්කරුවෙක්ම, (567, 850, 647, 859)
post-04-title: 04. සහකාර අධ්‍යක්ෂ (මානව සම්පත්) - පුරප්පාඩු 01 (19, 603, 326, 619)
post-07-salary-1: JM 1- 2-2006 A : රු. 20,890 - 10x365 - 18x550 - 34,440/= (665, 188, 952, 199)
org-subtitle: (නාරා ආයතනය) (494, 55, 620, 75)
post-05-age: වයස : අවු. 22 ට නොඅඩු හා අවු. 45 ට නොවැඩි විය යුතුය. (19, 890, 552, 905)
post-05-qual-a: (අ) i. විශ්වවිද්‍යාල ප්‍රතිපාදන කොමිෂන් සභාව විසින් පිළිගත් විශ්ව විද්‍යාලයකින්/ මිනුම් හා සිතියම්ගත කිරීමේ ආයතනය (දියතලාව) මිනුම් විද්‍යා, විද්‍යාවේදී පළමු පන්තිය හෝ දෙවන පන්තිය (ඉහළ) සාමාර්ථයක් සහිතව සිව් අවුරුදු විශේෂ උපාධියක් ලබා තිබීම. (47, 760, 521, 780)
post-09-exp: අදාළ ක්ෂේත්‍රයේ වසරක (01)නොඅඩු පළපුරුද්දක් ලබා තිබීම. (595, 405, 797, 414)
signature-org: ජාතික ජලජ සම්පත් පර්යේෂණ හා සංවර්ධන නියෝජිතායතනය, (595, 1021, 825, 1031)
signature-address-1: කාක දූපත, මට්ටක්කුලිය, (595, 1033, 686, 1043)
post-01-age-value: අවු. 30 ට නොඅඩු හා අවු. 55 ට නොවැඩි විය යුතුය. (117, 337, 307, 347)
post-05-qual-b: ii. විශ්වවිද්‍යාල ප්‍රතිපාදන කොමිෂන් සභාව විසින් පිළිගත් විශ්ව විද්‍යාලයකින්/ මිනුම් හා සිතියම්ගත කිරීමේ ආයතනය (දියතලාව) මිනුම් විද්‍යා, විද්‍යාවේදී දෙවන පන්තිය (පහළ) සාමාර්ථයක් සහිත සිව් අවුරුදු විශේෂ උපාධියක් ලබාගැනීමෙන් පසු අදාළ පර්යේෂණ ක්ෂේත්‍රයේ එක් වසරක පශ්චාත් උපාධියක් ලබා තිබීම. (89, 794, 552, 825)
post-09-age: වයස : අවු. 22 ට නොඅඩු හා අවු. 45 ට නොවැඩි විය යුතුය. (567, 445, 1107, 460)
advertisement-page (5, 10, 1115, 1360)
title-banner (102, 22, 1012, 110)
post-02-exp: ඉහත සුදුසුකම් ලබාගැනීමෙන් පසුව රජයේ/ රාජ්‍ය සංස්ථා/ ව්‍යවස්ථාපිත මණ්ඩලයක අදාළ ක්ෂේත්‍රයේ තනතුරක අවම වශයෙන් වසර තුනක (03) ක පළපුරුද්ද (47, 408, 530, 428)
general-condition-text: අයදුම්කරුවන් සේවය ලැබීමට ප්‍රථම පිළිගත් ක්‍රමයේ අනුමත කාලයක් අනුමත විය යුතුය. (609, 917, 899, 926)
post-10-subject-1: i. සිංහල/ දෙමළ (637, 507, 691, 516)
post-03-salary-1: MM 1-2 -2006 : රු. 25,605 - 10x645 - 15x925 - 45,930/= (117, 555, 400, 566)
post-01-salary-1: A.R. 2-2006 A : රු. 34,550 - 10x925 - 43, 800/= (117, 294, 354, 305)
post-09-salary-2: JM 1-2 -2016 : රු. 43,355 - 10x755 - 18x1,135 - 71,335/= (665, 430, 951, 441)
post-01-title: 01. ජ්‍යෙෂ්ඨ ජලශාස්ත්‍රීය මිනින්දෝරු - පුරප්පාඩු 01 (19, 161, 311, 177)
general-condition-item (567, 861, 1107, 872)
post-08-salary-1: JM 1- 2-2006 A : රු. 20,890 - 10x365 - 18x550 - 34,440/= (665, 302, 952, 313)
samaga-label: සමග (276, 249, 295, 258)
post-10-salary-2: MA 1- 2-2016 : රු. 27,910 - 10x300 - 7x350 - 12X600-12X710-49,080/= (665, 724, 1023, 735)
and-label: සහ (279, 396, 292, 405)
post-02-salary: වැටුප් පරිමාණය : MM 1-2 - 2006 : රු. 25,605 - 10x645 - 15x925 - 45,930/= MM 1-2 - 2016 : රු. 54,550 - 10x1,375 - 15x1,910 - 96,950/= (19, 429, 552, 457)
post-01-qual-label: බාහිර අයදුම්කරුවන් - අධ්‍යාපන සුදුසුකම් (47, 181, 184, 190)
